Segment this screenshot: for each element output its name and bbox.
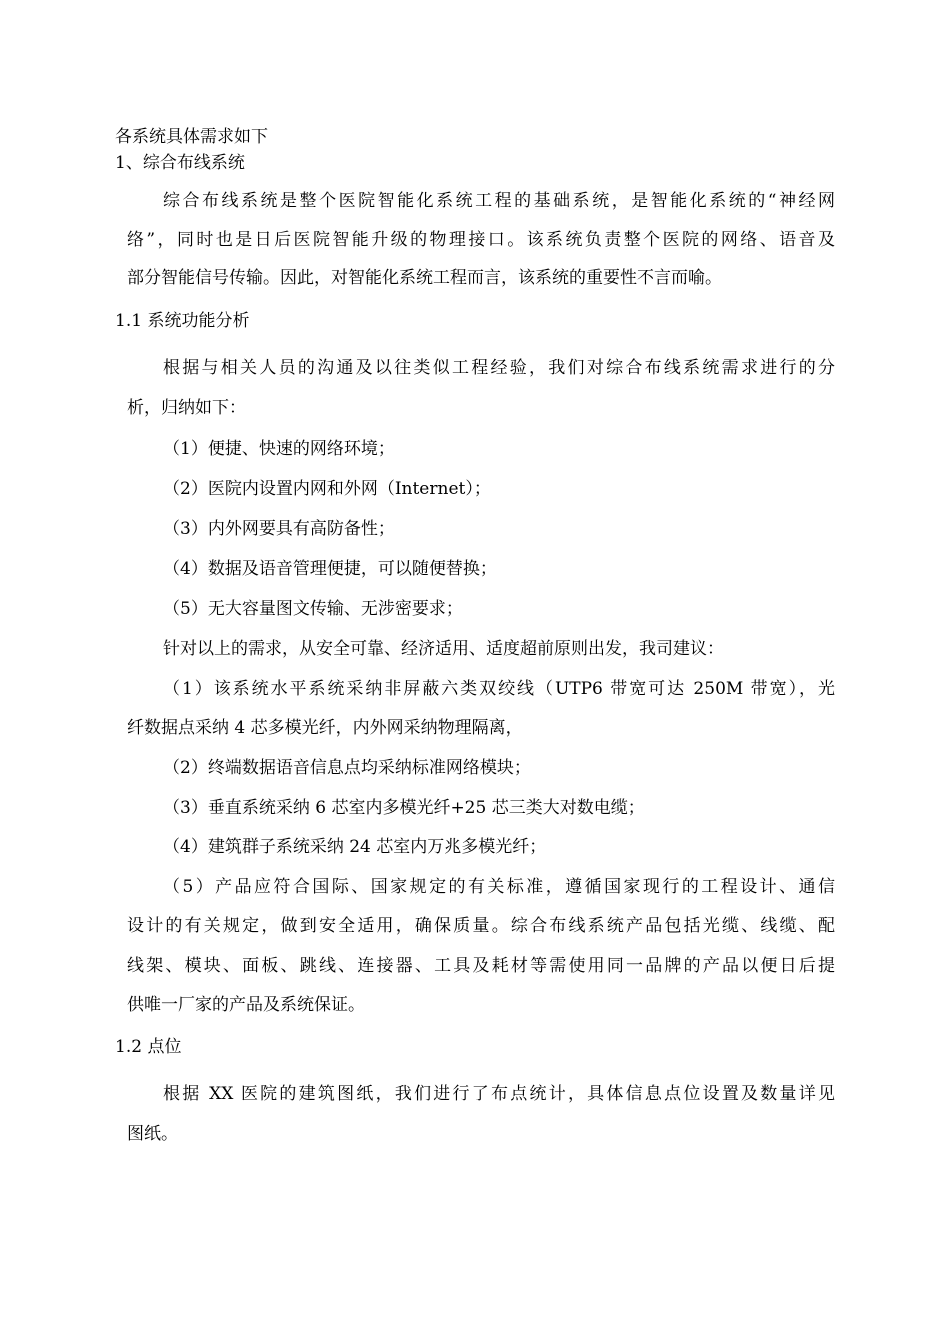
need-item: （4）数据及语音管理便捷，可以随便替换； (163, 559, 497, 579)
need-item: （5）无大容量图文传输、无涉密要求； (163, 599, 463, 619)
suggestion-1-line: （1）该系统水平系统采纳非屏蔽六类双绞线（UTP6 带宽可达 250M 带宽），光 (163, 679, 835, 699)
suggestion-5-line: （5）产品应符合国际、国家规定的有关标准，遵循国家现行的工程设计、通信 (163, 877, 835, 897)
suggestion-5-line: 线架、模块、面板、跳线、连接器、工具及耗材等需使用同一品牌的产品以便日后提 (127, 956, 835, 976)
suggestion-5-line: 供唯一厂家的产品及系统保证。 (127, 995, 365, 1015)
section-1-heading: 1、综合布线系统 (115, 153, 245, 173)
suggestion-3: （3）垂直系统采纳 6 芯室内多模光纤+25 芯三类大对数电缆； (163, 798, 645, 818)
need-item: （1）便捷、快速的网络环境； (163, 439, 395, 459)
section-1-2-paragraph-line: 根据 XX 医院的建筑图纸，我们进行了布点统计，具体信息点位设置及数量详见 (163, 1084, 835, 1104)
need-item: （2）医院内设置内网和外网（Internet）； (163, 479, 491, 499)
intro-text: 各系统具体需求如下 (115, 127, 268, 147)
suggestion-intro: 针对以上的需求，从安全可靠、经济适用、适度超前原则出发，我司建议： (163, 639, 724, 659)
section-1-2-paragraph-line: 图纸。 (127, 1124, 178, 1144)
need-item: （3）内外网要具有高防备性； (163, 519, 395, 539)
section-1-1-heading: 1.1 系统功能分析 (115, 311, 250, 331)
suggestion-4: （4）建筑群子系统采纳 24 芯室内万兆多模光纤； (163, 837, 547, 857)
section-1-paragraph-line: 部分智能信号传输。因此，对智能化系统工程而言，该系统的重要性不言而喻。 (127, 268, 722, 288)
section-1-paragraph-line: 综合布线系统是整个医院智能化系统工程的基础系统，是智能化系统的“神经网 (163, 191, 835, 211)
section-1-paragraph-line: 络”，同时也是日后医院智能升级的物理接口。该系统负责整个医院的网络、语音及 (127, 230, 835, 250)
section-1-2-heading: 1.2 点位 (115, 1037, 182, 1057)
suggestion-1-line: 纤数据点采纳 4 芯多模光纤，内外网采纳物理隔离， (127, 718, 523, 738)
section-1-1-paragraph-line: 析，归纳如下： (127, 398, 246, 418)
section-1-1-paragraph-line: 根据与相关人员的沟通及以往类似工程经验，我们对综合布线系统需求进行的分 (163, 358, 835, 378)
suggestion-2: （2）终端数据语音信息点均采纳标准网络模块； (163, 758, 531, 778)
suggestion-5-line: 设计的有关规定，做到安全适用，确保质量。综合布线系统产品包括光缆、线缆、配 (127, 916, 835, 936)
